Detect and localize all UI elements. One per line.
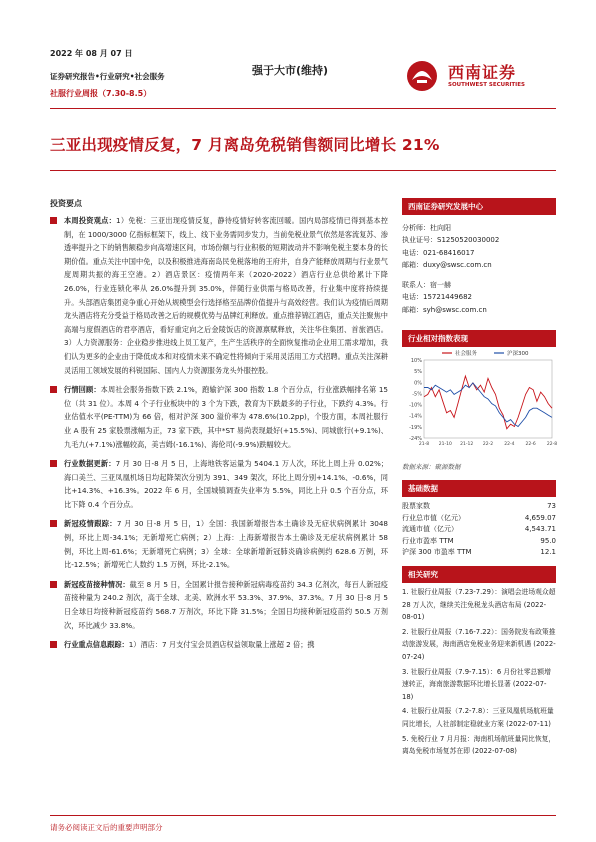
- x-tick-label: 22-2: [482, 442, 494, 447]
- row-value: 73: [547, 502, 556, 510]
- x-tick-label: 21-8: [418, 442, 430, 447]
- y-tick-label: 5%: [414, 369, 422, 376]
- table-row: [402, 547, 556, 559]
- invest-heading: 投资要点: [50, 199, 82, 208]
- row-value: 95.0: [540, 536, 556, 545]
- row-label: 行业市盈率 TTM: [402, 536, 454, 545]
- paragraph-news: [50, 638, 388, 652]
- report-date: 2022 年 08 月 07 日: [50, 49, 133, 58]
- logo-subtext: SOUTHWEST SECURITIES: [448, 82, 525, 88]
- paragraph-text: 截至 8 月 5 日，全国累计报告接种新冠病毒疫苗约 34.3 亿剂次，每百人新冠疫苗接种量为 240.2 剂次，高于全球、北美、欧洲水平 53.3%、37.9%、37.3%。7 月 30 日-8 月 5 日全球日均接种新冠疫苗约 568.7 万剂次，环比下降 31.5%；全国日均接种新冠疫苗约 50.5 万剂次，环比减少 33.8%。: [64, 579, 388, 630]
- relative-index-chart: [402, 346, 556, 448]
- left-column: [50, 214, 388, 658]
- x-tick-label: 22-8: [546, 442, 558, 447]
- y-tick-label: -10%: [409, 402, 422, 409]
- list-item[interactable]: 2. 社服行业周报（7.16-7.22）：国务院发布政策推动旅游发展，海南酒店免税业务迎来新机遇 (2022-07-24): [402, 627, 556, 661]
- paragraph-text: 本周社会服务指数下跌 2.1%，跑输沪深 300 指数 1.8 个百分点，行业涨跌幅排名第 15 位（共 31 位）。本周 4 个子行业板块中的 3 个为下跌，教育为下跌最多的子行业，下跌约 4.3%。行业估值水平(PE-TTM)为 66 倍，相对沪深 300 溢价率为 478.6%(10.2pp)，个股方面，本周社服行业 A 股有 25 家股票涨幅为正，73 家下跌，其中*ST 易尚表现最好(+15.5%)、同城旅行(+9.1%)、九毛九(+7.1%)涨幅较高，美吉姆(-16.1%)、海伦司(-9.9%)跌幅较大。: [64, 385, 388, 449]
- list-item[interactable]: 3. 社服行业周报（7.9-7.15）：6 月份社零总额增速转正，海南旅游数据环比增长显著 (2022-07-18): [402, 667, 551, 701]
- square-bullet-icon: [50, 581, 57, 588]
- paragraph-label: 新冠疫情跟踪：: [64, 519, 117, 529]
- analyst-license: 执业证号：S1250520030002: [402, 236, 500, 245]
- row-value: 4,659.07: [524, 513, 556, 522]
- contact-email[interactable]: 邮箱：syh@swsc.com.cn: [402, 305, 487, 314]
- chart-heading: 行业相对指数表现: [402, 330, 556, 347]
- report-weekly: 社服行业周报（7.30-8.5）: [50, 89, 152, 98]
- legend-label: 沪深300: [507, 351, 529, 357]
- x-tick-label: 21-12: [460, 442, 474, 447]
- row-value: 4,543.71: [524, 525, 556, 534]
- row-label: 行业总市值（亿元）: [402, 513, 465, 522]
- square-bullet-icon: [50, 386, 57, 393]
- square-bullet-icon: [50, 217, 57, 224]
- table-row: [402, 501, 556, 513]
- footer-disclaimer: 请务必阅读正文后的重要声明部分: [50, 823, 163, 832]
- paragraph-text: 7 月 30 日-8 月 5 日，1）全国：我国新增报告本土确诊及无症状病例累计 3048 例，环比上周-34.1%；无新增死亡病例；2）上海：上海新增报告本土确诊及无症状病例累计 58 例，环比上周-61.6%；无新增死亡病例；3）全球：全球新增新冠肺炎确诊病例约 628.6 万例，环比-12.5%；新增死亡人数约 1.5 万例，环比-2.1%。: [64, 519, 388, 570]
- y-tick-label: -14%: [409, 413, 422, 420]
- report-category: 证券研究报告•行业研究•社会服务: [50, 72, 165, 81]
- paragraph-label: 行情回顾：: [64, 385, 101, 395]
- related-heading: 相关研究: [402, 566, 556, 583]
- row-label: 股票家数: [402, 502, 430, 510]
- analyst-name: 分析师：杜向阳: [402, 224, 451, 232]
- basic-data-table: [402, 501, 556, 559]
- basic-data-heading: 基础数据: [402, 480, 556, 497]
- page-title: 三亚出现疫情反复，7 月离岛免税销售额同比增长 21%: [50, 136, 440, 154]
- y-tick-label: -24%: [409, 436, 422, 442]
- row-label: 沪深 300 市盈率 TTM: [402, 548, 472, 557]
- logo-text: 西南证券: [448, 63, 517, 82]
- y-tick-label: -5%: [412, 391, 422, 398]
- header-divider: [50, 108, 556, 109]
- title-divider: [50, 170, 556, 171]
- x-tick-label: 22-6: [525, 442, 536, 447]
- analyst-phone: 电话：021-68416017: [402, 248, 475, 257]
- paragraph-label: 新冠疫苗接种情况：: [64, 579, 130, 589]
- paragraph-text: 1）酒店：7 月支付宝会员酒店权益领取量上涨超 2 倍；携: [128, 640, 315, 650]
- paragraph-text: 1）免税：三亚出现疫情反复，静待疫情好转客流回暖。国内局部疫情已得到基本控制，在 1000/3000 亿指标框架下，线上、线下业务需同步发力，当前免税业景气依然是客流复苏、渗透率提升之下的销售额稳步向高增速区间，市场份额与行业积极的短期波动并不影响免税主要本身的长期价值。重点关注中国中免，以及积极推进海南岛民免税落地的王府井，自身产能释放周期与行业景气度周期共振的海王空港。2）酒店景区：疫情两年来（2020-2022）酒店行业总供给累计下降 26.0%，行业连锁化率从 26.0%提升到 35.0%，伴随行业供需与格局改善，行业集中度将持续提升。头部酒店集团竞争重心开始从规模型会行选择格至品牌价值提升与高效经营。我们认为疫情后周期龙头酒店将充分受益于格局改善之后的规模优势与品牌红利释放。重点推荐锦江酒店，重点关注聚焦中高端与度假酒店的君亭酒店，看好重定向之后金陵饭店的资源禀赋释放，关注华住集团、首旅酒店。3）人力资源服务：企业稳步推进线上员工复产，生产生活秩序的全面恢复推动企业用工需求增加，我们认为更多的企业由于降低成本和对疫情未来不确定性将倾向于采用灵活用工方式招聘。重点关注深耕灵活用工领域发展的科锐国际、国内人力资源服务龙头外服控股。: [64, 216, 388, 375]
- y-tick-label: -19%: [409, 424, 422, 431]
- x-tick-label: 22-4: [504, 442, 515, 447]
- list-item[interactable]: 4. 社服行业周报（7.2-7.8）：三亚凤凰机场航班量同比增长，人社部制定稳就业方案 (2022-07-11): [402, 707, 554, 728]
- series-line-0: [424, 376, 552, 429]
- table-row: [402, 536, 556, 548]
- paragraph-views: [50, 214, 388, 377]
- spacer: [402, 271, 556, 279]
- paragraph-label: 本周投资观点：: [64, 216, 116, 225]
- row-value: 12.1: [540, 548, 556, 557]
- list-item[interactable]: 5. 免税行业 7 月月报：海南机场航班量同比恢复，离岛免税市场复苏在即 (2022-07-08): [402, 734, 556, 756]
- table-row: [402, 524, 556, 536]
- paragraph-label: 行业重点信息跟踪：: [64, 640, 129, 650]
- chart-source: 数据来源：聚源数据: [402, 463, 461, 471]
- y-tick-label: 10%: [410, 358, 422, 364]
- x-tick-label: 21-10: [438, 442, 452, 447]
- row-label: 流通市值（亿元）: [402, 525, 458, 534]
- list-item[interactable]: 1. 社服行业周报（7.23-7.29）：演唱会进场观众超 28 万人次，继续关注免税龙头酒店布局 (2022-08-01): [402, 588, 556, 622]
- research-center-info: [402, 222, 556, 316]
- y-tick-label: 0%: [414, 380, 422, 387]
- square-bullet-icon: [50, 460, 57, 467]
- related-list: [402, 586, 556, 760]
- footer-divider: [50, 815, 556, 816]
- analyst-email[interactable]: 邮箱：duxy@swsc.com.cn: [402, 260, 492, 269]
- research-center-heading: 西南证券研究发展中心: [402, 198, 556, 215]
- square-bullet-icon: [50, 641, 57, 648]
- paragraph-label: 行业数据更新：: [64, 459, 116, 469]
- table-row: [402, 513, 556, 525]
- industry-rating: 强于大市(维持): [252, 64, 329, 77]
- paragraph-market: [50, 383, 388, 451]
- contact-name: 联系人：宿一赫: [402, 281, 451, 290]
- square-bullet-icon: [50, 520, 57, 527]
- paragraph-text: 7 月 30 日-8 月 5 日，上海地铁客运量为 5404.1 万人次，环比上周上升 0.02%；海口美兰、三亚凤凰机场日均起降架次分别为 391、349 架次，环比上周分别+14.1%、-0.6%，同比+14.3%、+16.3%。2022 年 6 月，全国城镇调查失业率为 5.5%，同比上升 0.5 个百分点，环比下降 0.4 个百分点。: [64, 459, 388, 509]
- legend-label: 社会服务: [455, 351, 478, 357]
- contact-phone: 电话：15721449682: [402, 293, 472, 302]
- paragraph-covid: [50, 517, 388, 571]
- paragraph-vaccine: [50, 578, 388, 632]
- paragraph-data: [50, 457, 388, 511]
